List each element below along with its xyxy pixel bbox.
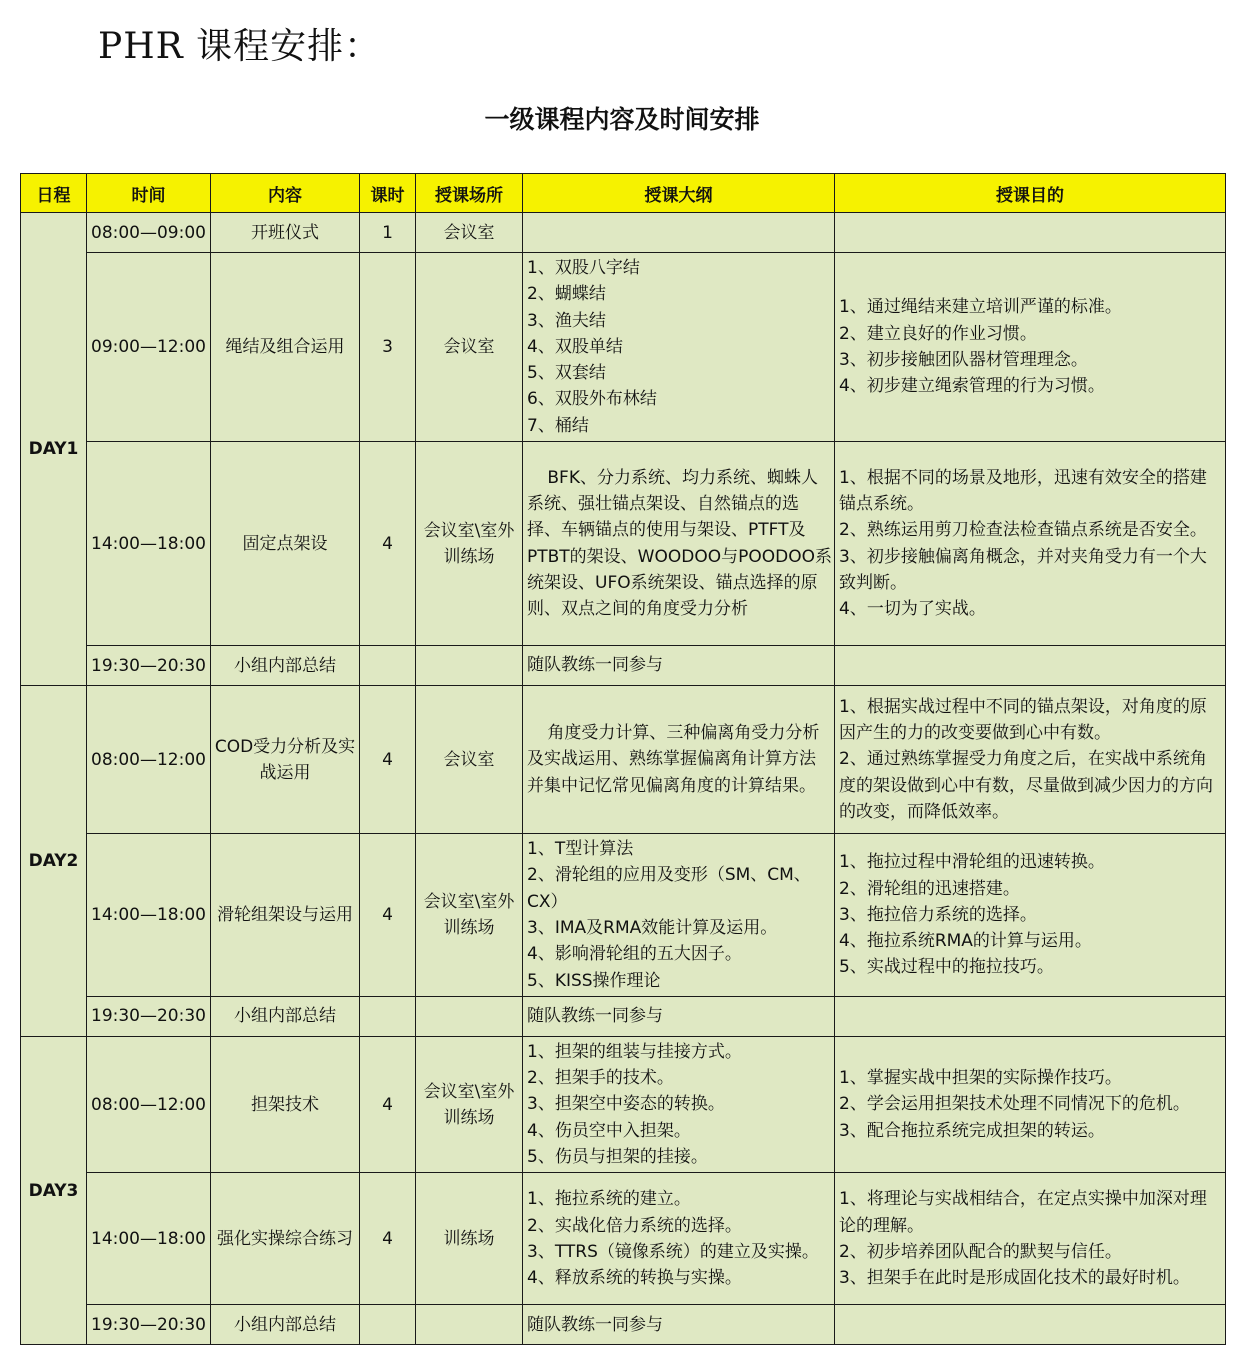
content-cell: COD受力分析及实战运用 xyxy=(211,686,360,834)
content-cell: 固定点架设 xyxy=(211,442,360,646)
content-cell: 小组内部总结 xyxy=(211,996,360,1036)
goal-item: 3、担架手在此时是形成固化技术的最好时机。 xyxy=(839,1268,1190,1289)
venue-cell: 会议室 xyxy=(416,686,523,834)
outline-cell xyxy=(523,1173,835,1305)
outline-cell xyxy=(523,686,835,834)
goal-item: 1、拖拉过程中滑轮组的迅速转换。 xyxy=(839,852,1105,873)
header-row xyxy=(21,174,1226,213)
venue-cell xyxy=(416,996,523,1036)
outline-item: 1、拖拉系统的建立。 xyxy=(527,1189,691,1210)
goal-item: 4、拖拉系统RMA的计算与运用。 xyxy=(839,931,1092,952)
venue-cell: 会议室 xyxy=(416,253,523,442)
goal-item: 2、建立良好的作业习惯。 xyxy=(839,323,1037,344)
outline-item: 4、影响滑轮组的五大因子。 xyxy=(527,944,742,965)
goal-item: 2、学会运用担架技术处理不同情况下的危机。 xyxy=(839,1094,1190,1115)
table-row xyxy=(21,1173,1226,1305)
table-row xyxy=(21,646,1226,686)
outline-item: 2、担架手的技术。 xyxy=(527,1068,674,1089)
hours-cell: 4 xyxy=(360,1036,416,1172)
goal-cell xyxy=(835,253,1226,442)
outline-item: 6、双股外布林结 xyxy=(527,389,657,410)
hours-cell: 4 xyxy=(360,686,416,834)
outline-cell xyxy=(523,834,835,997)
outline-cell xyxy=(523,1036,835,1172)
header-venue: 授课场所 xyxy=(416,174,523,213)
goal-item: 2、熟练运用剪刀检查法检查锚点系统是否安全。 xyxy=(839,520,1207,541)
outline-cell xyxy=(523,253,835,442)
goal-cell xyxy=(835,686,1226,834)
content-cell: 开班仪式 xyxy=(211,213,360,253)
hours-cell xyxy=(360,646,416,686)
outline-item: 随队教练一同参与 xyxy=(527,1314,663,1335)
day-label: DAY3 xyxy=(21,1036,87,1344)
table-row xyxy=(21,686,1226,834)
goal-item: 4、初步建立绳索管理的行为习惯。 xyxy=(839,376,1105,397)
goal-item: 4、一切为了实战。 xyxy=(839,599,986,620)
outline-item: 随队教练一同参与 xyxy=(527,1006,663,1027)
outline-item: 4、伤员空中入担架。 xyxy=(527,1120,691,1141)
goal-item: 2、通过熟练掌握受力角度之后，在实战中系统角度的架设做到心中有数，尽量做到减少因力的方向的改变，而降低效率。 xyxy=(839,749,1213,823)
goal-item: 3、拖拉倍力系统的选择。 xyxy=(839,904,1037,925)
table-row xyxy=(21,253,1226,442)
goal-cell xyxy=(835,213,1226,253)
goal-cell xyxy=(835,996,1226,1036)
venue-cell: 会议室\室外训练场 xyxy=(416,442,523,646)
time-cell: 19:30—20:30 xyxy=(87,646,211,686)
goal-cell xyxy=(835,1036,1226,1172)
table-row xyxy=(21,996,1226,1036)
time-cell: 09:00—12:00 xyxy=(87,253,211,442)
outline-item: 5、KISS操作理论 xyxy=(527,970,661,991)
day-label: DAY2 xyxy=(21,686,87,1037)
content-cell: 小组内部总结 xyxy=(211,646,360,686)
header-day: 日程 xyxy=(21,174,87,213)
outline-cell xyxy=(523,213,835,253)
outline-item: 1、双股八字结 xyxy=(527,258,640,278)
hours-cell: 3 xyxy=(360,253,416,442)
outline-item: 5、双套结 xyxy=(527,363,606,384)
time-cell: 19:30—20:30 xyxy=(87,1305,211,1345)
header-hours: 课时 xyxy=(360,174,416,213)
hours-cell: 4 xyxy=(360,442,416,646)
venue-cell: 会议室\室外训练场 xyxy=(416,834,523,997)
header-time: 时间 xyxy=(87,174,211,213)
time-cell: 14:00—18:00 xyxy=(87,834,211,997)
goal-item: 1、根据实战过程中不同的锚点架设，对角度的原因产生的力的改变要做到心中有数。 xyxy=(839,696,1207,744)
goal-item: 3、配合拖拉系统完成担架的转运。 xyxy=(839,1120,1105,1141)
goal-cell xyxy=(835,1173,1226,1305)
outline-item: 5、伤员与担架的挂接。 xyxy=(527,1147,708,1168)
goal-item: 1、通过绳结来建立培训严谨的标准。 xyxy=(839,297,1122,318)
schedule-table xyxy=(20,173,1226,1345)
goal-item: 2、初步培养团队配合的默契与信任。 xyxy=(839,1241,1122,1262)
content-cell: 强化实操综合练习 xyxy=(211,1173,360,1305)
outline-cell xyxy=(523,442,835,646)
outline-item: 3、IMA及RMA效能计算及运用。 xyxy=(527,917,778,938)
goal-item: 1、根据不同的场景及地形，迅速有效安全的搭建锚点系统。 xyxy=(839,467,1207,514)
outline-item: 4、释放系统的转换与实操。 xyxy=(527,1268,742,1289)
content-cell: 担架技术 xyxy=(211,1036,360,1172)
venue-cell: 会议室\室外训练场 xyxy=(416,1036,523,1172)
outline-item: 3、TTRS（镜像系统）的建立及实操。 xyxy=(527,1241,819,1262)
table-row xyxy=(21,834,1226,997)
time-cell: 14:00—18:00 xyxy=(87,1173,211,1305)
goal-item: 3、初步接触团队器材管理理念。 xyxy=(839,350,1088,371)
goal-item: 1、掌握实战中担架的实际操作技巧。 xyxy=(839,1068,1122,1089)
table-row xyxy=(21,213,1226,253)
outline-item: 3、担架空中姿态的转换。 xyxy=(527,1094,725,1115)
outline-item: 1、担架的组装与挂接方式。 xyxy=(527,1041,742,1062)
goal-item: 2、滑轮组的迅速搭建。 xyxy=(839,878,1020,899)
time-cell: 14:00—18:00 xyxy=(87,442,211,646)
content-cell: 绳结及组合运用 xyxy=(211,253,360,442)
time-cell: 08:00—09:00 xyxy=(87,213,211,253)
content-cell: 小组内部总结 xyxy=(211,1305,360,1345)
hours-cell: 4 xyxy=(360,834,416,997)
outline-item: 2、滑轮组的应用及变形（SM、CM、CX） xyxy=(527,865,811,912)
hours-cell: 1 xyxy=(360,213,416,253)
outline-item: 2、实战化倍力系统的选择。 xyxy=(527,1215,742,1236)
goal-item: 5、实战过程中的拖拉技巧。 xyxy=(839,957,1054,978)
outline-item: 1、T型计算法 xyxy=(527,839,634,860)
goal-cell xyxy=(835,646,1226,686)
outline-item: BFK、分力系统、均力系统、蜘蛛人系统、强壮锚点架设、自然锚点的选择、车辆锚点的使用与架设、PTFT及PTBT的架设、WOODOO与POODOO系统架设、UFO系统架设、锚点选择的原则、双点之间的角度受力分析 xyxy=(527,467,832,620)
time-cell: 08:00—12:00 xyxy=(87,686,211,834)
time-cell: 08:00—12:00 xyxy=(87,1036,211,1172)
hours-cell: 4 xyxy=(360,1173,416,1305)
table-row xyxy=(21,1036,1226,1172)
time-cell: 19:30—20:30 xyxy=(87,996,211,1036)
goal-item: 1、将理论与实战相结合，在定点实操中加深对理论的理解。 xyxy=(839,1189,1207,1236)
header-goal: 授课目的 xyxy=(835,174,1226,213)
outline-item: 2、蝴蝶结 xyxy=(527,284,606,305)
goal-item: 3、初步接触偏离角概念，并对夹角受力有一个大致判断。 xyxy=(839,546,1207,593)
outline-item: 7、桶结 xyxy=(527,415,589,436)
header-outline: 授课大纲 xyxy=(523,174,835,213)
header-content: 内容 xyxy=(211,174,360,213)
page-title: PHR 课程安排： xyxy=(98,26,382,67)
outline-cell xyxy=(523,996,835,1036)
outline-item: 3、渔夫结 xyxy=(527,310,606,331)
hours-cell xyxy=(360,996,416,1036)
table-row xyxy=(21,442,1226,646)
outline-cell xyxy=(523,646,835,686)
goal-cell xyxy=(835,834,1226,997)
outline-item: 4、双股单结 xyxy=(527,336,623,357)
table-title: 一级课程内容及时间安排 xyxy=(484,105,760,134)
venue-cell: 训练场 xyxy=(416,1173,523,1305)
content-cell: 滑轮组架设与运用 xyxy=(211,834,360,997)
venue-cell: 会议室 xyxy=(416,213,523,253)
outline-item: 角度受力计算、三种偏离角受力分析及实战运用、熟练掌握偏离角计算方法并集中记忆常见偏离角度的计算结果。 xyxy=(527,723,820,796)
outline-item: 随队教练一同参与 xyxy=(527,655,663,676)
venue-cell xyxy=(416,646,523,686)
goal-cell xyxy=(835,442,1226,646)
day-label: DAY1 xyxy=(21,213,87,686)
